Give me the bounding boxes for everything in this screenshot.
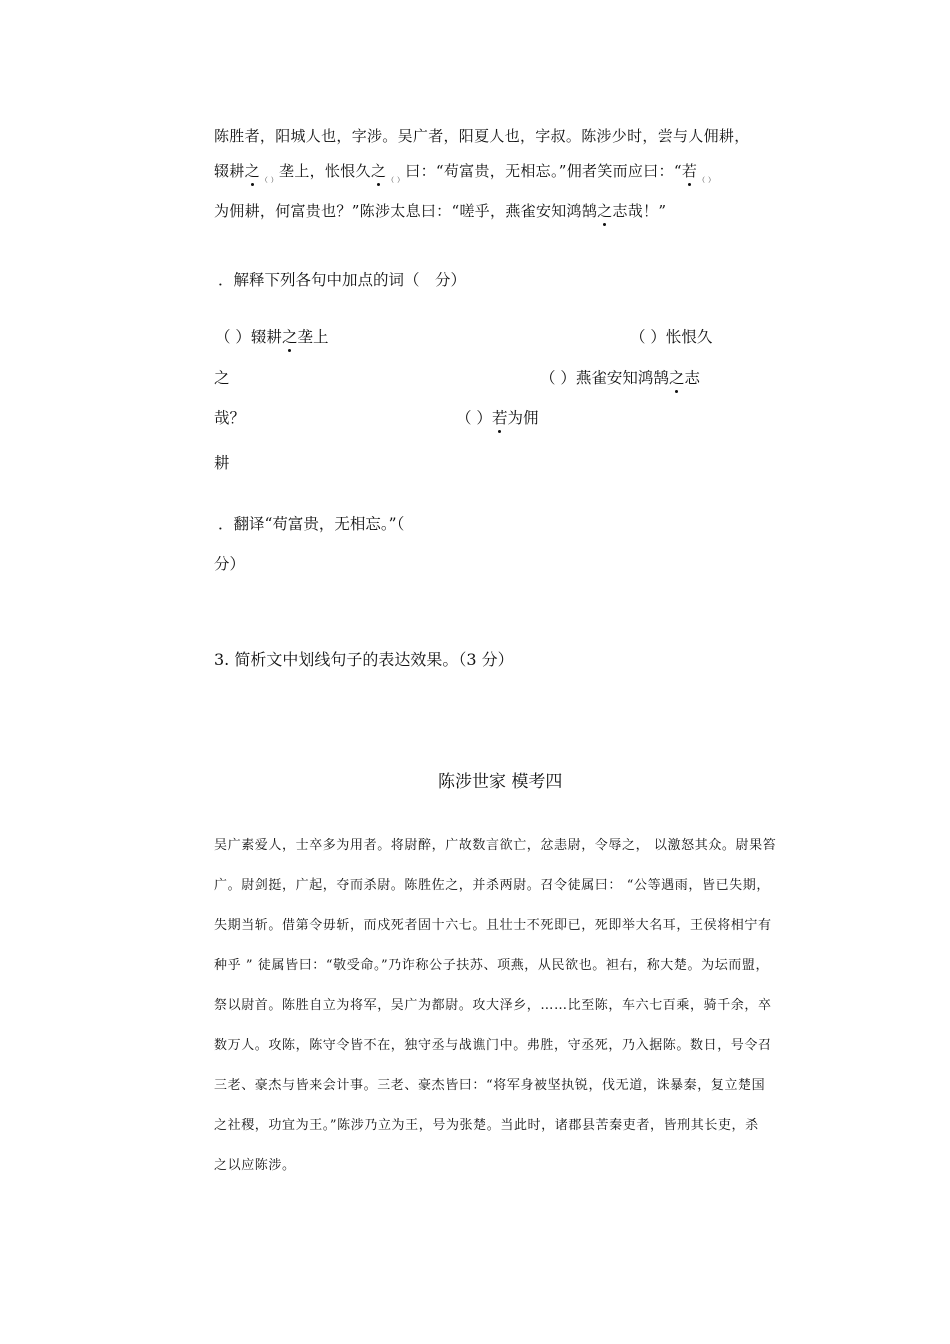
section2-line: 之社稷，功宜为王。”陈涉乃立为王，号为张楚。当此时，诸郡县苦秦吏者，皆刑其长吏，杀 [214, 1118, 759, 1133]
dotted-word: 之 [597, 202, 613, 220]
q1-item2: （ ）怅恨久 [630, 328, 713, 346]
question2-line1: ．翻译“苟富贵，无相忘。”（ [218, 515, 405, 533]
dotted-word: 若 [681, 162, 698, 180]
text-segment: 志哉！” [612, 202, 667, 220]
q1-item4-cont: 耕 [214, 454, 230, 472]
q1-item2-cont: 之 [214, 369, 230, 387]
section2-title: 陈涉世家 模考四 [438, 772, 563, 792]
section2-line: 三老、豪杰与皆来会计事。三老、豪杰皆曰：“将军身被坚执锐，伐无道，诛暴秦，复立楚国 [214, 1078, 766, 1093]
section2-line: 种乎 ” 徒属皆曰：“敬受命。”乃诈称公子扶苏、项燕，从民欲也。袒右，称大楚。为坛而盟， [214, 958, 770, 973]
passage1-line3 [214, 200, 666, 221]
q1-item3-cont: 哉？ [214, 409, 246, 427]
text-segment: （ ） [456, 409, 492, 427]
question1-title: ．解释下列各句中加点的词（ 分） [218, 271, 467, 289]
text-segment: 曰：“苟富贵，无相忘。”佣者笑而应曰：“ [405, 162, 682, 180]
q1-item3 [540, 366, 700, 388]
q1-item1 [215, 325, 328, 347]
dotted-word: 之 [282, 325, 298, 347]
section2-line: 祭以尉首。陈胜自立为将军，吴广为都尉。攻大泽乡，……比至陈，车六七百乘，骑千余，卒 [214, 998, 772, 1013]
section2-line: 失期当斩。借第令毋斩，而戍死者固十六七。且壮士不死即已，死即举大名耳，王侯将相宁有 [214, 918, 772, 933]
text-segment: 志 [684, 369, 700, 387]
answer-blank: （ ） [387, 176, 405, 184]
text-segment: 垄上，怅恨久 [279, 162, 371, 180]
passage1-line1: 陈胜者，阳城人也，字涉。吴广者，阳夏人也，字叔。陈涉少时，尝与人佣耕， [214, 127, 750, 145]
section2-line: 吴广素爱人，士卒多为用者。将尉醉，广故数言欲亡，忿恚尉，令辱之， 以激怒其众。尉果笞 [214, 838, 777, 853]
section2-line: 之以应陈涉。 [214, 1158, 296, 1173]
answer-blank: （ ） [260, 176, 279, 184]
text-segment: 为佣耕，何富贵也？”陈涉太息曰：“嗟乎，燕雀安知鸿鹄 [214, 202, 598, 220]
text-segment: （ ）辍耕 [215, 328, 282, 346]
text-segment: 垄上 [297, 328, 329, 346]
q1-item4 [456, 406, 538, 428]
dotted-word: 之 [669, 366, 685, 388]
question3: 3. 简析文中划线句子的表达效果。（3 分） [214, 650, 514, 669]
section2-line: 广。尉剑挺，广起，夺而杀尉。陈胜佐之，并杀两尉。召令徒属曰： “公等遇雨，皆已失期， [214, 878, 770, 893]
section2-line: 数万人。攻陈，陈守令皆不在，独守丞与战谯门中。弗胜，守丞死，乃入据陈。数日，号令召 [214, 1038, 772, 1053]
passage1-line2 [214, 160, 716, 185]
text-segment: 辍耕 [214, 162, 245, 180]
text-segment: 为佣 [507, 409, 539, 427]
text-segment: （ ）燕雀安知鸿鹄 [540, 369, 669, 387]
dotted-word: 之 [244, 162, 260, 180]
answer-blank: （ ） [698, 176, 716, 184]
question2-line2: 分） [214, 555, 246, 573]
dotted-word: 若 [492, 406, 508, 428]
dotted-word: 之 [370, 162, 387, 180]
